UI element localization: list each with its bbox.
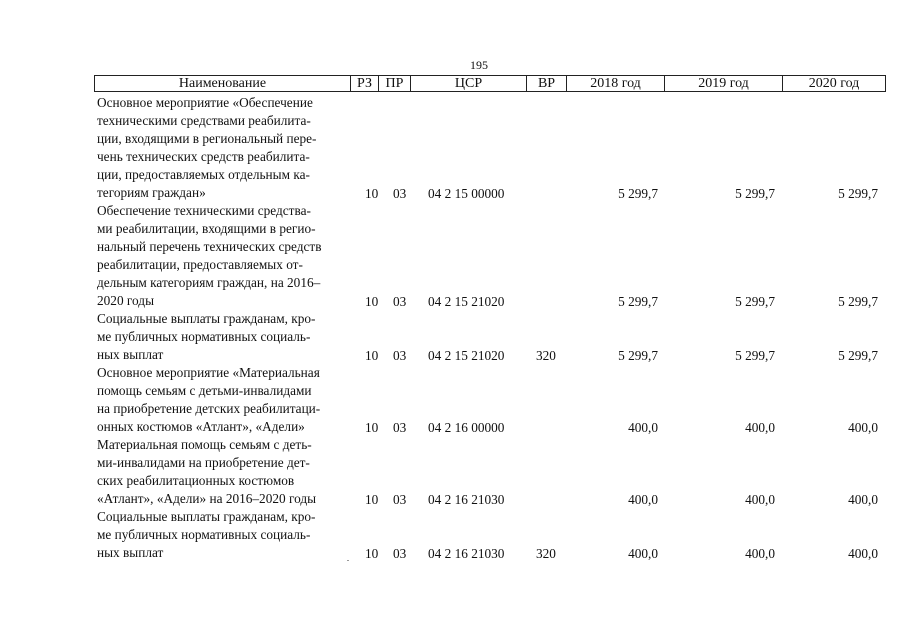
row-name-line: Социальные выплаты гражданам, кро- [97,509,316,524]
row-name [97,436,347,508]
cell-csr: 04 2 16 00000 [428,420,505,435]
header-csr: ЦСР [411,76,527,91]
cell-rz: 10 [365,546,379,561]
cell-csr: 04 2 15 21020 [428,294,505,309]
row-name-line: Основное мероприятие «Материальная [97,365,320,380]
header-pr: ПР [379,76,411,91]
cell-rz: 10 [365,492,379,507]
cell-pr: 03 [393,294,407,309]
row-name-line: чень технических средств реабилита- [97,149,310,164]
cell-rz: 10 [365,348,379,363]
cell-rz: 10 [365,186,379,201]
cell-pr: 03 [393,186,407,201]
row-name-line: онных костюмов «Атлант», «Адели» [97,419,305,434]
scan-speck [347,560,349,561]
table-header [94,75,886,92]
row-name-line: ми-инвалидами на приобретение дет- [97,455,310,470]
header-2020: 2020 год [808,75,860,91]
row-name-line: Материальная помощь семьям с деть- [97,437,312,452]
cell-csr: 04 2 15 00000 [428,186,505,201]
row-name-line: ных выплат [97,545,164,560]
cell-y2020: 400,0 [848,546,878,561]
cell-csr: 04 2 15 21020 [428,348,505,363]
cell-y2019: 400,0 [745,492,775,507]
cell-y2019: 5 299,7 [735,348,775,363]
cell-csr: 04 2 16 21030 [428,546,505,561]
row-name-line: нальный перечень технических средств [97,239,322,254]
row-name [97,508,347,562]
cell-y2020: 5 299,7 [838,348,878,363]
cell-pr: 03 [393,492,407,507]
row-name-line: реабилитации, предоставляемых от- [97,257,303,272]
row-name-line: ми реабилитации, входящими в регио- [97,221,316,236]
page-number: 195 [470,58,488,72]
cell-y2018: 400,0 [628,420,658,435]
cell-y2018: 400,0 [628,492,658,507]
cell-y2019: 5 299,7 [735,294,775,309]
row-name-line: ции, предоставляемых отдельным ка- [97,167,310,182]
cell-csr: 04 2 16 21030 [428,492,505,507]
row-name-line: Обеспечение техническими средства- [97,203,311,218]
cell-vr: 320 [536,348,556,363]
row-name-line: Основное мероприятие «Обеспечение [97,95,313,110]
cell-y2019: 400,0 [745,546,775,561]
row-name [97,202,347,310]
cell-rz: 10 [365,420,379,435]
row-name-line: ских реабилитационных костюмов [97,473,295,488]
cell-y2018: 5 299,7 [618,294,658,309]
row-name-line: тегориям граждан» [97,185,206,200]
cell-y2018: 400,0 [628,546,658,561]
cell-rz: 10 [365,294,379,309]
row-name [97,94,347,202]
row-name-line: ме публичных нормативных социаль- [97,329,311,344]
row-name-line: Социальные выплаты гражданам, кро- [97,311,316,326]
row-name-line: техническими средствами реабилита- [97,113,311,128]
header-2019: 2019 год [665,76,783,91]
header-name: Наименование [95,76,351,91]
cell-y2020: 400,0 [848,492,878,507]
row-name-line: на приобретение детских реабилитаци- [97,401,321,416]
cell-vr: 320 [536,546,556,561]
row-name-line: «Атлант», «Адели» на 2016–2020 годы [97,491,317,506]
row-name-line: ции, входящими в региональный пере- [97,131,317,146]
cell-y2020: 400,0 [848,420,878,435]
row-name [97,310,347,364]
cell-y2019: 400,0 [745,420,775,435]
cell-y2018: 5 299,7 [618,186,658,201]
row-name-line: ных выплат [97,347,164,362]
row-name [97,364,347,436]
header-2018: 2018 год [567,76,665,91]
row-name-line: дельным категориям граждан, на 2016– [97,275,321,290]
cell-y2018: 5 299,7 [618,348,658,363]
cell-y2020: 5 299,7 [838,294,878,309]
row-name-line: 2020 годы [97,293,155,308]
cell-pr: 03 [393,420,407,435]
cell-pr: 03 [393,348,407,363]
cell-y2019: 5 299,7 [735,186,775,201]
header-rz: РЗ [351,76,379,91]
header-vr: ВР [527,76,567,91]
row-name-line: помощь семьям с детьми-инвалидами [97,383,312,398]
cell-pr: 03 [393,546,407,561]
row-name-line: ме публичных нормативных социаль- [97,527,311,542]
cell-y2020: 5 299,7 [838,186,878,201]
